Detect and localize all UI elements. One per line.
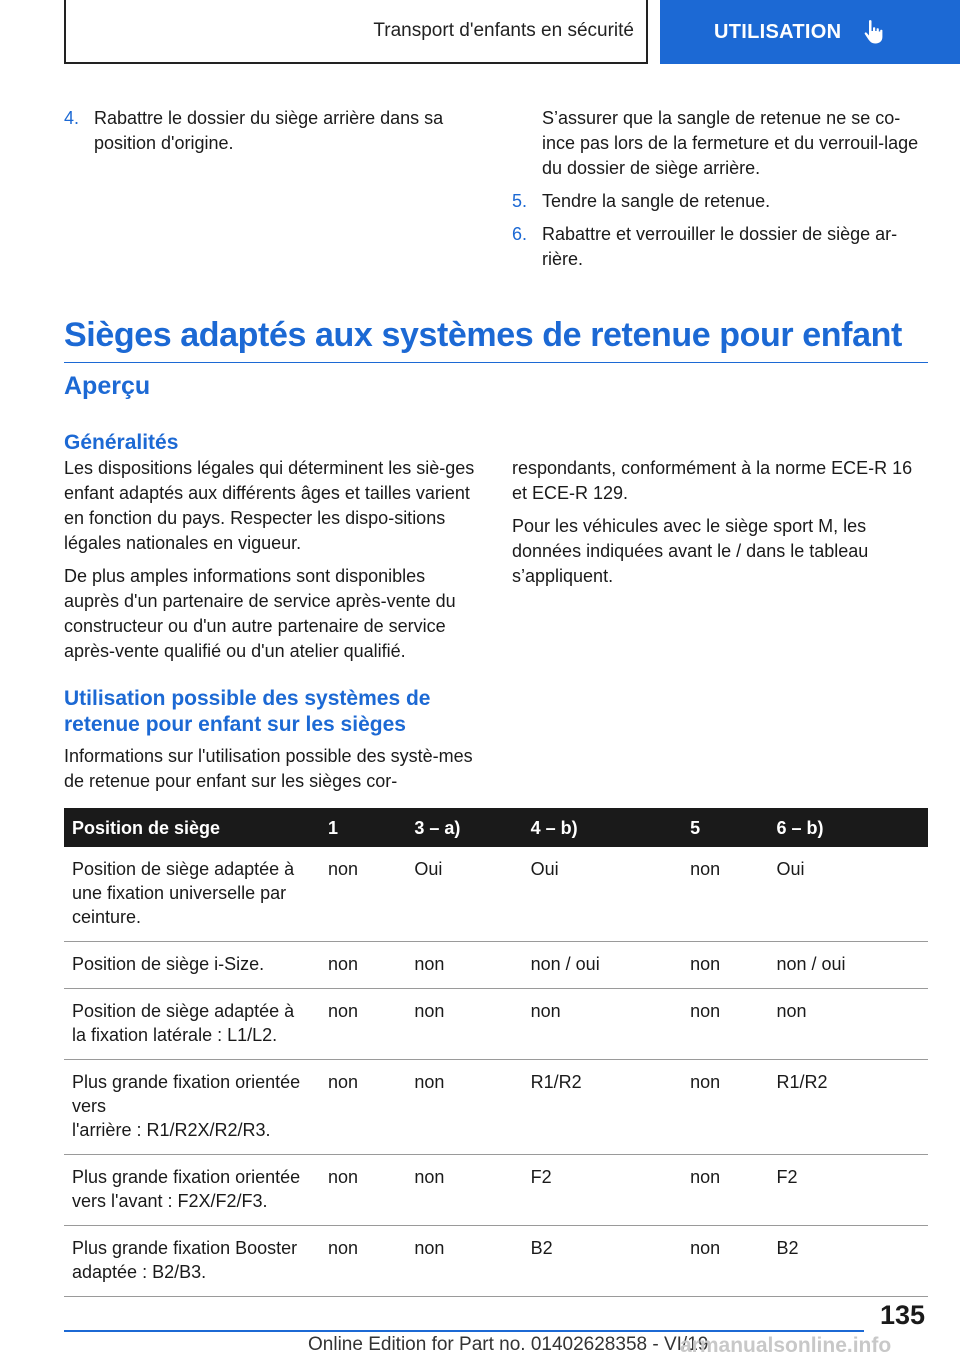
table-cell: non	[523, 989, 683, 1060]
table-cell: non	[320, 1155, 406, 1226]
header-section-title	[64, 0, 648, 64]
table-cell: non	[406, 1060, 522, 1155]
step-number: 5.	[512, 191, 528, 211]
table-row	[64, 1060, 928, 1155]
page-number: 135	[880, 1300, 926, 1330]
footer-divider	[64, 1330, 864, 1332]
table-row	[64, 942, 928, 989]
table-header-cell: 5	[682, 808, 768, 847]
table-cell: non	[406, 942, 522, 989]
right-column	[512, 456, 922, 597]
table-cell: B2	[768, 1226, 928, 1297]
table-cell: non	[320, 1226, 406, 1297]
table-header-cell: 1	[320, 808, 406, 847]
seat-compatibility-table	[64, 808, 928, 1297]
utilisation-heading: Utilisation possible des systèmes de retenue pour enfant sur les sièges	[64, 687, 431, 736]
table-header-cell: 4 – b)	[523, 808, 683, 847]
main-heading: Sièges adaptés aux systèmes de retenue pour enfant	[64, 314, 928, 363]
step-continuation: S’assurer que la sangle de retenue ne se co-ince pas lors de la fermeture et du verrouil-lage du dossier de siège arrière.	[542, 108, 919, 178]
step-text: Rabattre le dossier du siège arrière dans sa position d'origine.	[94, 108, 444, 153]
table-cell: non	[406, 1226, 522, 1297]
step-number: 6.	[512, 224, 528, 244]
generalites-heading: Généralités	[64, 431, 179, 454]
watermark: armanualsonline.info	[680, 1334, 892, 1357]
table-cell: non	[682, 1226, 768, 1297]
table-cell: R1/R2	[768, 1060, 928, 1155]
table-cell: non	[682, 847, 768, 942]
table-cell: Oui	[406, 847, 522, 942]
table-cell: Plus grande fixation Booster adaptée : B2/B3.	[64, 1226, 320, 1297]
chapter-label: UTILISATION	[714, 20, 842, 43]
table-cell: non / oui	[768, 942, 928, 989]
step-text: Rabattre et verrouiller le dossier de siège ar-rière.	[542, 224, 898, 269]
step-5	[512, 189, 922, 214]
table-cell: non	[682, 1060, 768, 1155]
table-row	[64, 989, 928, 1060]
generalites-paragraph-1: Les dispositions légales qui déterminent les siè-ges enfant adaptés aux différents âges et tailles varient en fonction du pays. Respecter les dispo-sitions légales nationales en vigueur.	[64, 458, 475, 553]
table-cell: Plus grande fixation orientée vers l'avant : F2X/F2/F3.	[64, 1155, 320, 1226]
table-cell: non	[320, 942, 406, 989]
step-number: 4.	[64, 108, 80, 128]
edition-text: Online Edition for Part no. 01402628358 - VI/19	[308, 1334, 709, 1355]
table-cell: Plus grande fixation orientée vers l'arrière : R1/R2X/R2/R3.	[64, 1060, 320, 1155]
table-cell: non	[320, 989, 406, 1060]
steps-right	[512, 106, 922, 280]
section-title-text: Transport d'enfants en sécurité	[373, 20, 634, 41]
step-4	[64, 106, 474, 156]
table-cell: non	[682, 1155, 768, 1226]
table-cell: F2	[523, 1155, 683, 1226]
table-row	[64, 1226, 928, 1297]
table-cell: Position de siège i-Size.	[64, 942, 320, 989]
generalites-paragraph-2: De plus amples informations sont disponibles auprès d'un partenaire de service après-vente du constructeur ou d'un autre partenaire de service après-vente qualifié ou d'un atelier qualifié.	[64, 566, 456, 661]
step-6	[512, 222, 922, 272]
hand-pointer-icon	[863, 19, 887, 45]
table-cell: non	[768, 989, 928, 1060]
table-cell: Position de siège adaptée à la fixation latérale : L1/L2.	[64, 989, 320, 1060]
table-row	[64, 847, 928, 942]
table-cell: non / oui	[523, 942, 683, 989]
table-cell: R1/R2	[523, 1060, 683, 1155]
table-header-cell: Position de siège	[64, 808, 320, 847]
table-cell: non	[406, 1155, 522, 1226]
sub-heading: Aperçu	[64, 372, 151, 400]
steps-left	[64, 106, 474, 164]
table-row	[64, 1155, 928, 1226]
table-cell: F2	[768, 1155, 928, 1226]
table-cell: B2	[523, 1226, 683, 1297]
table-header-cell: 6 – b)	[768, 808, 928, 847]
table-cell: non	[320, 1060, 406, 1155]
utilisation-paragraph: Informations sur l'utilisation possible des systè-mes de retenue pour enfant sur les sièges cor-	[64, 746, 473, 791]
table-cell: Position de siège adaptée à une fixation universelle par ceinture.	[64, 847, 320, 942]
header-chapter-tab[interactable]	[660, 0, 960, 64]
table-cell: non	[682, 989, 768, 1060]
step-text: Tendre la sangle de retenue.	[542, 191, 771, 211]
left-column	[64, 430, 480, 802]
table-cell: non	[320, 847, 406, 942]
right-paragraph-1: respondants, conformément à la norme ECE-R 16 et ECE-R 129.	[512, 458, 913, 503]
right-paragraph-2: Pour les véhicules avec le siège sport M, les données indiquées avant le / dans le tableau s’appliquent.	[512, 516, 869, 586]
table-cell: Oui	[768, 847, 928, 942]
table-header-row	[64, 808, 928, 847]
table-cell: non	[682, 942, 768, 989]
table-cell: non	[406, 989, 522, 1060]
table-header-cell: 3 – a)	[406, 808, 522, 847]
table-cell: Oui	[523, 847, 683, 942]
